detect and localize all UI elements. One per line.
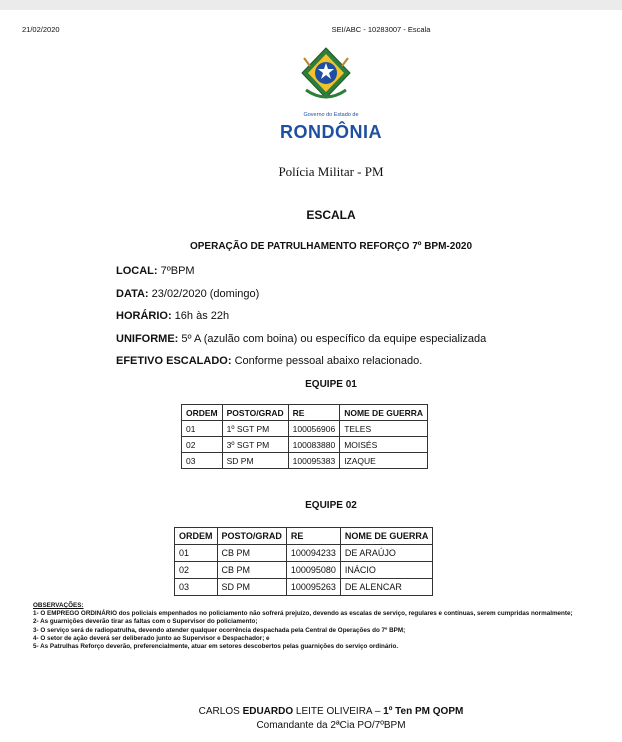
- table-row: [175, 562, 433, 579]
- signer-name: [0, 706, 622, 717]
- print-date: 21/02/2020: [22, 25, 60, 34]
- observation-item: 3- O serviço será de radiopatrulha, devendo atender qualquer ocorrência despachada pela Central de Operações do 7º BPM;: [33, 626, 406, 634]
- cell-order: 01: [175, 545, 218, 562]
- cell-re: 100083880: [288, 437, 340, 453]
- column-header: POSTO/GRAD: [222, 405, 288, 421]
- field-staff: [116, 355, 422, 367]
- table-row: [182, 437, 428, 453]
- signer-role: Comandante da 2ªCia PO/7ºBPM: [256, 720, 406, 731]
- cell-order: 02: [175, 562, 218, 579]
- cell-war-name: IZAQUE: [340, 453, 428, 469]
- document-title: ESCALA: [306, 208, 356, 222]
- cell-war-name: MOISÉS: [340, 437, 428, 453]
- team1-title: EQUIPE 01: [305, 379, 357, 390]
- document-reference: SEI/ABC - 10283007 - Escala: [331, 25, 431, 34]
- cell-rank: 1º SGT PM: [222, 421, 288, 437]
- column-header: NOME DE GUERRA: [340, 528, 433, 545]
- cell-re: 100095080: [286, 562, 340, 579]
- team1-table: [181, 404, 428, 469]
- cell-rank: SD PM: [217, 579, 286, 596]
- column-header: RE: [286, 528, 340, 545]
- team2-table: [174, 527, 433, 596]
- top-strip: [0, 0, 622, 10]
- column-header: ORDEM: [175, 528, 218, 545]
- cell-re: 100095263: [286, 579, 340, 596]
- field-time: [116, 310, 229, 322]
- field-value: Conforme pessoal abaixo relacionado.: [231, 355, 423, 367]
- cell-order: 03: [175, 579, 218, 596]
- field-uniform: [116, 333, 486, 345]
- column-header: NOME DE GUERRA: [340, 405, 428, 421]
- cell-rank: SD PM: [222, 453, 288, 469]
- field-value: 7ºBPM: [157, 265, 195, 277]
- observations: [33, 602, 608, 651]
- operation-title: OPERAÇÃO DE PATRULHAMENTO REFORÇO 7º BPM-2020: [189, 241, 473, 252]
- government-line: Governo do Estado de: [303, 112, 359, 118]
- field-label: EFETIVO ESCALADO:: [116, 355, 232, 367]
- signer-name-part: CARLOS: [198, 706, 243, 717]
- coat-of-arms-icon: [298, 46, 354, 104]
- column-header: RE: [288, 405, 340, 421]
- cell-rank: CB PM: [217, 545, 286, 562]
- cell-war-name: DE ALENCAR: [340, 579, 433, 596]
- organization-name: Polícia Militar - PM: [278, 164, 384, 179]
- cell-order: 03: [182, 453, 223, 469]
- field-value: 5º A (azulão com boina) ou específico da equipe especializada: [178, 333, 487, 345]
- cell-re: 100056906: [288, 421, 340, 437]
- cell-war-name: TELES: [340, 421, 428, 437]
- table-header-row: [175, 528, 433, 545]
- observation-item: 5- As Patrulhas Reforço deverão, preferencialmente, atuar em setores descobertos pelas guarnições do serviço ordinário.: [33, 643, 399, 651]
- field-value: 16h às 22h: [171, 310, 230, 322]
- table-header-row: [182, 405, 428, 421]
- cell-war-name: INÁCIO: [340, 562, 433, 579]
- observation-item: 4- O setor de ação deverá ser deliberado junto ao Supervisor e Despachador; e: [33, 634, 270, 642]
- column-header: ORDEM: [182, 405, 223, 421]
- field-date: [116, 288, 259, 300]
- cell-order: 02: [182, 437, 223, 453]
- cell-rank: 3º SGT PM: [222, 437, 288, 453]
- table-row: [175, 545, 433, 562]
- cell-re: 100095383: [288, 453, 340, 469]
- field-label: DATA:: [116, 288, 149, 300]
- signer-name-part: LEITE OLIVEIRA –: [293, 706, 384, 717]
- signer-name-part: EDUARDO: [242, 706, 294, 717]
- field-value: 23/02/2020 (domingo): [148, 288, 260, 300]
- table-row: [175, 579, 433, 596]
- field-label: LOCAL:: [116, 265, 158, 277]
- observation-item: 2- As guarnições deverão tirar as faltas com o Supervisor do policiamento;: [33, 618, 258, 626]
- column-header: POSTO/GRAD: [217, 528, 286, 545]
- observation-item: 1- O EMPREGO ORDINÁRIO dos policiais empenhados no policiamento não sofrerá prejuízo, devendo as escalas de serviço, regulares e contínuas, serem cumpridas normalmente;: [33, 610, 573, 618]
- field-label: UNIFORME:: [116, 333, 179, 345]
- team2-title: EQUIPE 02: [305, 500, 357, 511]
- cell-war-name: DE ARAÚJO: [340, 545, 433, 562]
- observations-title: OBSERVAÇÕES:: [33, 602, 84, 609]
- field-local: [116, 265, 195, 277]
- cell-re: 100094233: [286, 545, 340, 562]
- cell-rank: CB PM: [217, 562, 286, 579]
- table-row: [182, 421, 428, 437]
- signer-rank: 1º Ten PM QOPM: [383, 706, 464, 717]
- state-name: RONDÔNIA: [280, 122, 382, 142]
- table-row: [182, 453, 428, 469]
- cell-order: 01: [182, 421, 223, 437]
- field-label: HORÁRIO:: [116, 310, 172, 322]
